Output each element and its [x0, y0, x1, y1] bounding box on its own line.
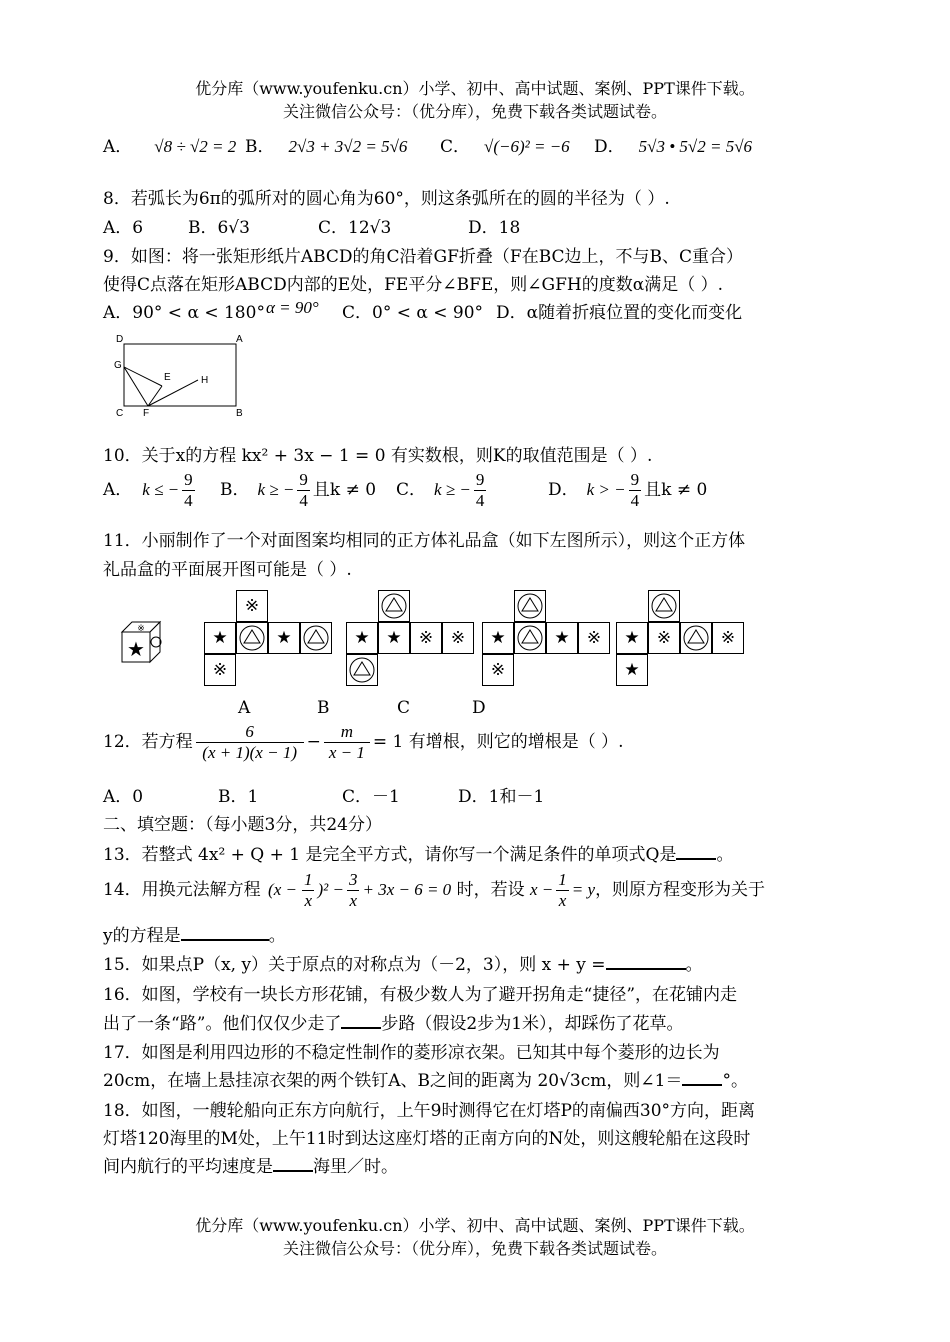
asterisk-icon: ※ — [236, 590, 268, 622]
q10-option-b: B． k ≥ − $\frac{9}{4}$ 且k ≠ 0 — [220, 470, 377, 510]
q12-option-d: D．1和－1 — [458, 787, 545, 807]
q12-stem: 12．若方程 $\frac{6}{(x + 1)(x - 1)}$ − $\frac{m}{x - 1}$ = 1 有增根，则它的增根是（ ）. — [103, 722, 624, 762]
q9-option-b: α = 90° — [266, 298, 319, 317]
q16-answer-blank[interactable] — [341, 1027, 381, 1029]
circle-triangle-icon — [346, 654, 378, 686]
svg-text:★: ★ — [127, 637, 145, 661]
circle-triangle-icon — [648, 590, 680, 622]
q9-option-c: C．0° < α < 90° — [342, 303, 484, 323]
fig-label-e: E — [164, 372, 171, 383]
q15-answer-blank[interactable] — [606, 968, 686, 970]
star-icon: ★ — [204, 622, 236, 654]
footer-line-2: 关注微信公众号：（优分库），免费下载各类试题试卷。 — [282, 1239, 667, 1258]
asterisk-icon: ※ — [482, 654, 514, 686]
q10-option-d: D． k > − $\frac{9}{4}$ 且k ≠ 0 — [548, 470, 708, 510]
fig-label-h: H — [201, 375, 209, 386]
net-label-c: C — [397, 698, 411, 718]
q8-option-c: C．12√3 — [318, 218, 392, 238]
asterisk-icon: ※ — [648, 622, 680, 654]
fig-label-c: C — [116, 408, 124, 419]
q10-stem: 10．关于x的方程 kx² + 3x − 1 = 0 有实数根，则K的取值范围是（ ）. — [103, 446, 653, 466]
q9-rectangle-figure — [110, 332, 250, 420]
q13-answer-blank[interactable] — [676, 858, 716, 860]
circle-triangle-icon — [378, 590, 410, 622]
fig-label-b: B — [236, 408, 243, 419]
star-icon: ★ — [616, 654, 648, 686]
circle-triangle-icon — [514, 622, 546, 654]
q12-option-c: C．－1 — [342, 787, 400, 807]
star-icon: ★ — [346, 622, 378, 654]
star-icon: ★ — [482, 622, 514, 654]
asterisk-icon: ※ — [712, 622, 744, 654]
q11-stem-line-1: 11．小丽制作了一个对面图案均相同的正方体礼品盒（如下左图所示），则这个正方体 — [103, 531, 746, 551]
q13: 13．若整式 4x² + Q + 1 是完全平方式，请你写一个满足条件的单项式Q是 。 — [103, 845, 734, 865]
circle-triangle-icon — [300, 622, 332, 654]
q17-line-2: 20cm，在墙上悬挂凉衣架的两个铁钉A、B之间的距离为 20√3cm，则∠1＝ °。 — [103, 1071, 748, 1091]
q7-option-a: A． √8 ÷ √2 = 2 — [103, 137, 237, 157]
fig-label-d: D — [116, 334, 124, 345]
q12-option-a: A．0 — [103, 787, 144, 807]
q17-line-1: 17．如图是利用四边形的不稳定性制作的菱形凉衣架。已知其中每个菱形的边长为 — [103, 1043, 720, 1063]
asterisk-icon: ※ — [578, 622, 610, 654]
footer-line-1: 优分库（www.youfenku.cn）小学、初中、高中试题、案例、PPT课件下载。 — [195, 1216, 755, 1235]
asterisk-icon: ※ — [442, 622, 474, 654]
q8-option-a: A．6 — [103, 218, 144, 238]
q9-option-a: A．90° < α < 180° — [103, 303, 265, 323]
q18-line-1: 18．如图，一艘轮船向正东方向航行，上午9时测得它在灯塔P的南偏西30°方向，距离 — [103, 1101, 756, 1121]
q9-stem-line-2: 使得C点落在矩形ABCD内部的E处，FE平分∠BFE，则∠GFH的度数α满足（ ）. — [103, 275, 724, 295]
q11-stem-line-2: 礼品盒的平面展开图可能是（ ）. — [103, 560, 352, 580]
star-icon: ★ — [546, 622, 578, 654]
q18-line-2: 灯塔120海里的M处，上午11时到达这座灯塔的正南方向的N处，则这艘轮船在这段时 — [103, 1129, 751, 1149]
circle-triangle-icon — [236, 622, 268, 654]
q8-stem: 8．若弧长为6π的弧所对的圆心角为60°，则这条弧所在的圆的半径为（ ）. — [103, 189, 670, 209]
q7-option-b: B． 2√3 + 3√2 = 5√6 — [245, 137, 408, 157]
q9-stem-line-1: 9．如图：将一张矩形纸片ABCD的角C沿着GF折叠（F在BC边上，不与B、C重合） — [103, 247, 744, 267]
q17-answer-blank[interactable] — [682, 1084, 722, 1086]
q14-answer-blank[interactable] — [181, 939, 269, 941]
net-label-d: D — [472, 698, 486, 718]
q16-line-1: 16．如图，学校有一块长方形花铺，有极少数人为了避开拐角走“捷径”，在花铺内走 — [103, 985, 738, 1005]
net-label-b: B — [317, 698, 330, 718]
q14-line-2: y的方程是 。 — [103, 926, 286, 946]
header-line-2: 关注微信公众号：（优分库），免费下载各类试题试卷。 — [282, 102, 667, 121]
q14-line-1: 14．用换元法解方程 (x − $\frac{1}{x}$ )² − $\frac{3}{x}$ + 3x − 6 = 0 时，若设 x − $\frac{1}{x}$ = y，则原方程变形为关于 — [103, 870, 766, 910]
q8-option-d: D．18 — [468, 218, 521, 238]
asterisk-icon: ※ — [410, 622, 442, 654]
asterisk-icon: ※ — [204, 654, 236, 686]
fig-label-f: F — [143, 408, 150, 419]
circle-triangle-icon — [680, 622, 712, 654]
q8-option-b: B．6√3 — [188, 218, 250, 238]
q10-option-a: A． k ≤ − $\frac{9}{4}$ — [103, 470, 193, 510]
circle-triangle-icon — [514, 590, 546, 622]
header-line-1: 优分库（www.youfenku.cn）小学、初中、高中试题、案例、PPT课件下载。 — [195, 79, 755, 98]
q7-option-d: D． 5√3 • 5√2 = 5√6 — [594, 137, 753, 157]
fig-label-g: G — [114, 360, 122, 371]
svg-text:※: ※ — [137, 624, 145, 634]
q18-answer-blank[interactable] — [273, 1170, 313, 1172]
q10-option-c: C． k ≥ − $\frac{9}{4}$ — [396, 470, 485, 510]
net-label-a: A — [238, 698, 251, 718]
q9-option-d: D．α随着折痕位置的变化而变化 — [496, 303, 743, 323]
q7-option-c: C． √(−6)² = −6 — [440, 137, 570, 157]
q18-line-3: 间内航行的平均速度是 海里／时。 — [103, 1157, 398, 1177]
q12-option-b: B．1 — [218, 787, 259, 807]
section-2-title: 二、填空题：（每小题3分，共24分） — [103, 815, 382, 835]
q15: 15．如果点P（x, y）关于原点的对称点为（－2，3），则 x + y = 。 — [103, 955, 703, 975]
q11-cube-figure — [118, 618, 170, 666]
star-icon: ★ — [268, 622, 300, 654]
fig-label-a: A — [236, 334, 243, 345]
q16-line-2: 出了一条“路”。他们仅仅少走了 步路（假设2步为1米），却踩伤了花草。 — [103, 1014, 684, 1034]
star-icon: ★ — [616, 622, 648, 654]
star-icon: ★ — [378, 622, 410, 654]
